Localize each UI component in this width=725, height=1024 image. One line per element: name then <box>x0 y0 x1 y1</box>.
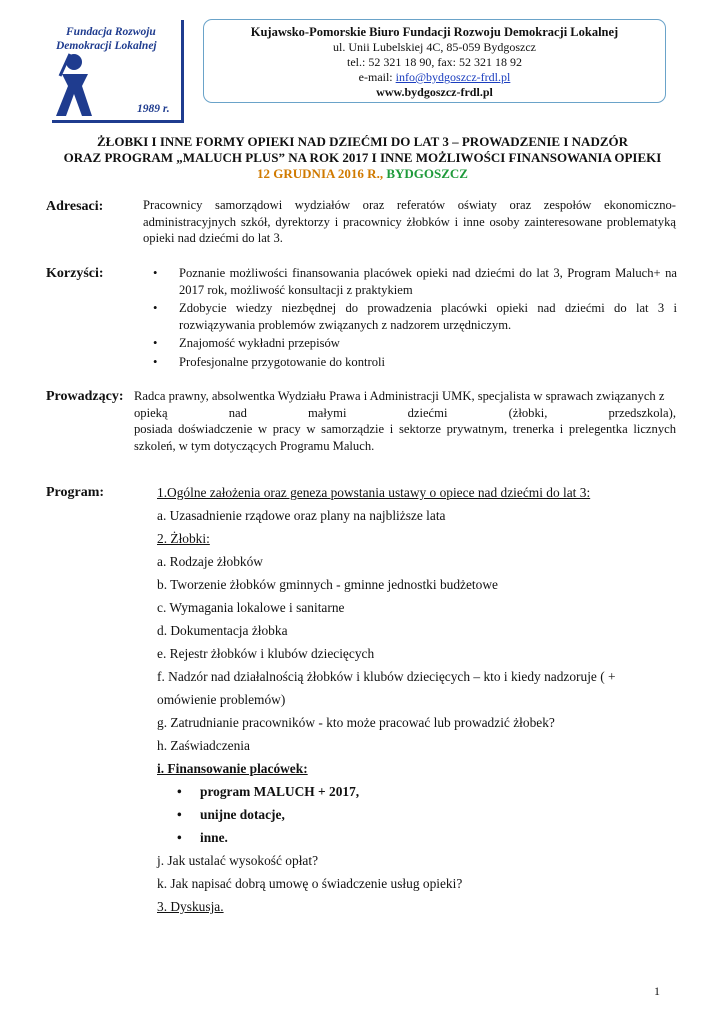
program-item-financing: i. Finansowanie placówek: <box>157 761 308 776</box>
page-number: 1 <box>654 984 660 998</box>
program-item: c. Wymagania lokalowe i sanitarne <box>157 600 345 615</box>
logo-rule-vertical <box>181 20 184 123</box>
word: małymi <box>307 405 347 420</box>
program-list <box>157 481 677 918</box>
phones: tel.: 52 321 18 90, fax: 52 321 18 92 <box>347 55 522 69</box>
word: (żłobki, <box>508 405 548 420</box>
program-item: g. Zatrudnianie pracowników - kto może pracować lub prowadzić żłobek? <box>157 715 555 730</box>
prowadzacy-label: Prowadzący: <box>46 389 124 404</box>
financing-bullet: • unijne dotacje, <box>157 803 677 826</box>
word: przedszkola), <box>608 405 676 420</box>
prowadzacy-line3: posiada doświadczenie w pracy w samorządzie i sektorze prywatnym, trenerka i prelegentka licznych szkoleń, w tym dotyczących Programu Maluch. <box>134 422 676 453</box>
program-item: e. Rejestr żłobków i klubów dziecięcych <box>157 646 375 661</box>
list-item: • Znajomość wykładni przepisów <box>143 335 677 352</box>
email-line <box>204 70 665 85</box>
program-item: a. Uzasadnienie rządowe oraz plany na najbliższe lata <box>157 508 446 523</box>
logo-year: 1989 r. <box>137 103 170 115</box>
program-label: Program: <box>46 485 105 500</box>
list-item: • Profesjonalne przygotowanie do kontroli <box>143 354 677 371</box>
list-item: • Zdobycie wiedzy niezbędnej do prowadzenia placówki opieki nad dziećmi do lat 3 i rozwiązywania problemów związanych z nadzorem urzędniczym. <box>143 300 677 333</box>
word: dziećmi <box>407 405 448 420</box>
program-item: f. Nadzór nad działalnością żłobków i klubów dziecięcych – kto i kiedy nadzoruje ( + omówienie problemów) <box>157 669 616 707</box>
title-city: BYDGOSZCZ <box>386 166 468 181</box>
program-section-3: 3. Dyskusja. <box>157 899 224 914</box>
adresaci-label: Adresaci: <box>46 199 104 214</box>
program-item: b. Tworzenie żłobków gminnych - gminne jednostki budżetowe <box>157 577 498 592</box>
logo-rule <box>52 120 182 123</box>
title-date: 12 GRUDNIA 2016 R., <box>257 166 387 181</box>
program-item: h. Zaświadczenia <box>157 738 250 753</box>
header-contact-box <box>203 19 666 103</box>
email-link[interactable]: info@bydgoszcz-frdl.pl <box>395 70 511 84</box>
adresaci-text: Pracownicy samorządowi wydziałów oraz referatów oświaty oraz zespołów ekonomiczno-administracyjnych szkół, dyrektorzy i pracownicy żłobków i inne osoby zainteresowane problematyką opieki nad dziećmi do lat 3. <box>143 198 676 245</box>
program-item: a. Rodzaje żłobków <box>157 554 263 569</box>
program-section-2: 2. Żłobki: <box>157 531 210 546</box>
program-item: k. Jak napisać dobrą umowę o świadczenie usług opieki? <box>157 876 463 891</box>
title-line2: ORAZ PROGRAM „MALUCH PLUS” NA ROK 2017 I INNE MOŻLIWOŚCI FINANSOWANIA OPIEKI <box>63 150 662 165</box>
title-line1: ŻŁOBKI I INNE FORMY OPIEKI NAD DZIEĆMI DO LAT 3 – PROWADZENIE I NADZÓR <box>96 134 628 149</box>
logo-figure-icon <box>52 52 122 120</box>
korzysci-list <box>143 265 677 372</box>
program-item: j. Jak ustalać wysokość opłat? <box>157 853 319 868</box>
address: ul. Unii Lubelskiej 4C, 85-059 Bydgoszcz <box>333 40 536 54</box>
word: opieką <box>134 405 168 420</box>
prowadzacy-line2 <box>134 405 676 422</box>
prowadzacy-line1: Radca prawny, absolwentka Wydziału Prawa i Administracji UMK, specjalista w sprawach związanych z <box>134 389 665 403</box>
financing-bullet: • inne. <box>157 826 677 849</box>
program-item: d. Dokumentacja żłobka <box>157 623 288 638</box>
word: nad <box>228 405 247 420</box>
title-date-line <box>0 166 725 182</box>
organization-name: Kujawsko-Pomorskie Biuro Fundacji Rozwoju Demokracji Lokalnej <box>250 25 619 39</box>
website[interactable]: www.bydgoszcz-frdl.pl <box>376 85 493 99</box>
prowadzacy-text <box>134 388 676 454</box>
list-item: • Poznanie możliwości finansowania placówek opieki nad dziećmi do lat 3, Program Maluch+ na 2017 rok, możliwość konsultacji z praktykiem <box>143 265 677 298</box>
logo-text-line2: Demokracji Lokalnej <box>56 40 157 52</box>
financing-bullet: • program MALUCH + 2017, <box>157 780 677 803</box>
logo-text-line1: Fundacja Rozwoju <box>66 26 156 38</box>
program-section-1: 1.Ogólne założenia oraz geneza powstania ustawy o opiece nad dziećmi do lat 3: <box>157 485 591 500</box>
email-label: e-mail: <box>358 70 396 84</box>
document-title <box>0 134 725 182</box>
korzysci-label: Korzyści: <box>46 266 104 281</box>
